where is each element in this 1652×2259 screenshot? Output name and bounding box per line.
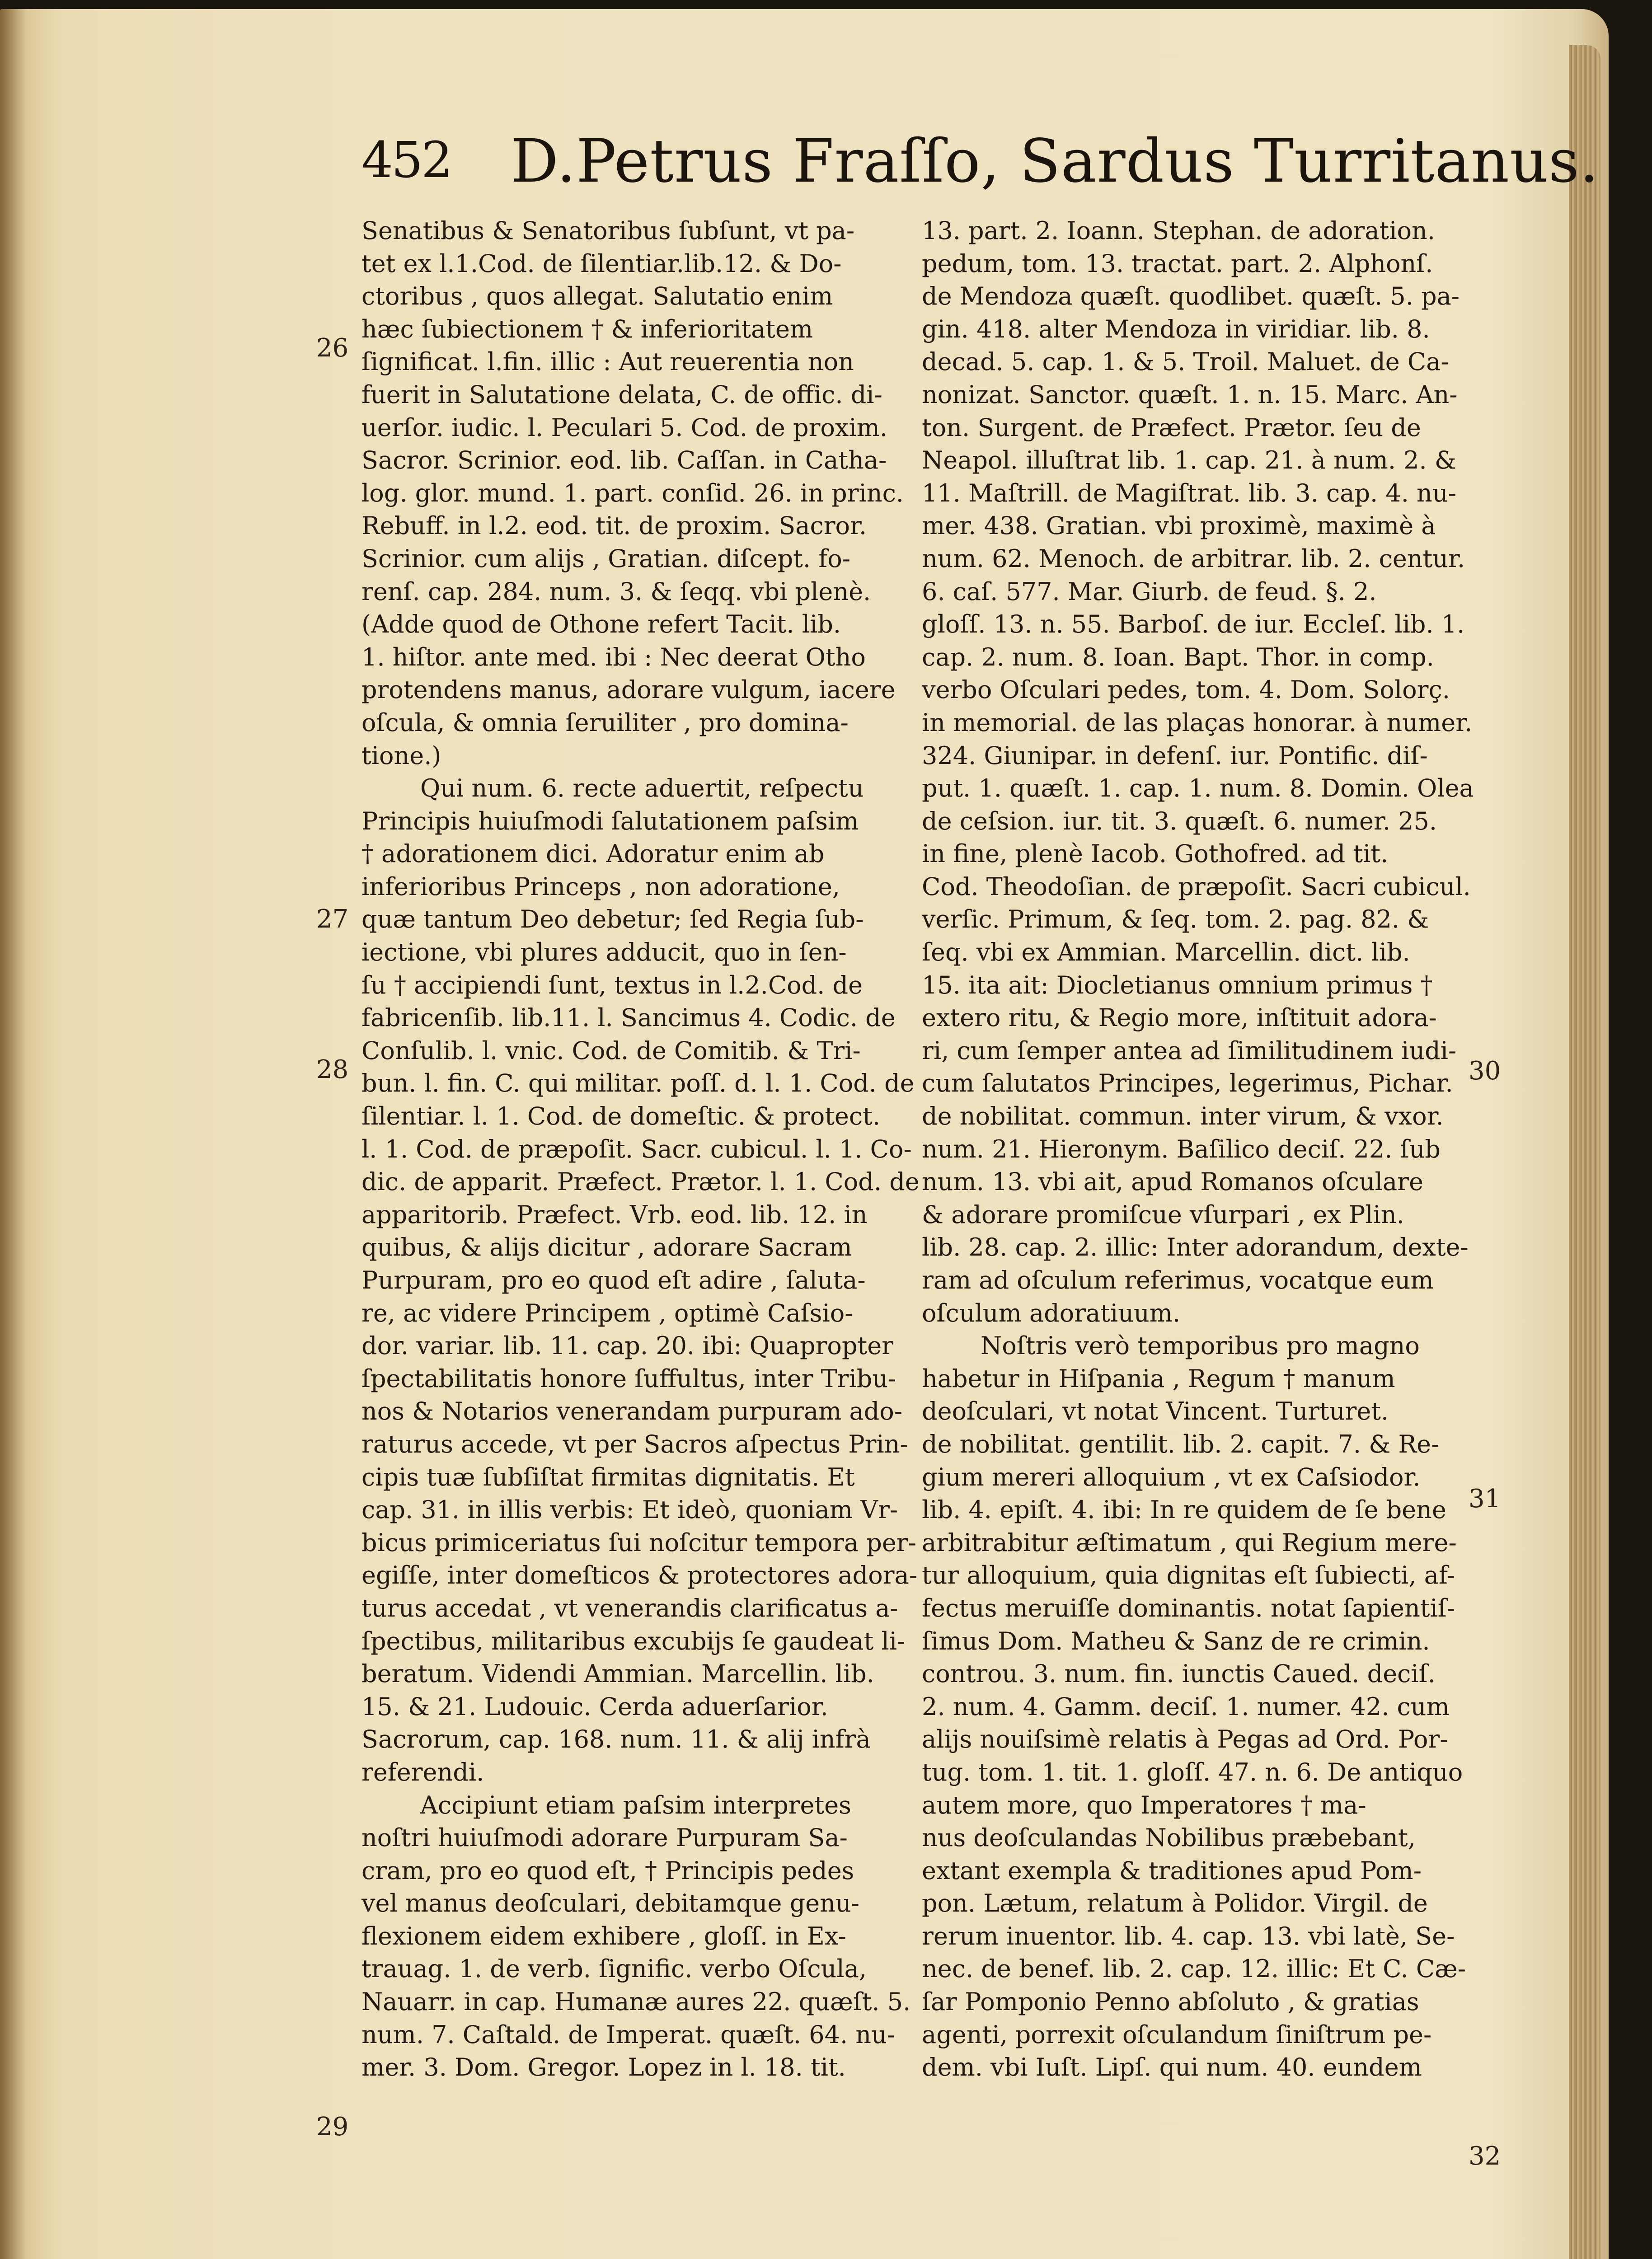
- text-line: uerſor. iudic. l. Peculari 5. Cod. de proxim.: [361, 413, 888, 442]
- text-line: iectione, vbi plures adducit, quo in ſen-: [361, 938, 847, 967]
- text-line: nonizat. Sanctor. quæſt. 1. n. 15. Marc. An-: [922, 380, 1458, 409]
- text-line: Cod. Theodoſian. de præpoſit. Sacri cubicul.: [922, 872, 1471, 901]
- text-line: trauag. 1. de verb. ſignific. verbo Oſcula,: [361, 1954, 867, 1983]
- text-line: ram ad oſculum referimus, vocatque eum: [922, 1266, 1434, 1294]
- text-line: 15. ita ait: Diocletianus omnium primus †: [922, 970, 1433, 999]
- text-line: l. 1. Cod. de præpoſit. Sacr. cubicul. l. 1. Co-: [361, 1134, 912, 1163]
- margin-number: 31: [1469, 1484, 1501, 1514]
- text-line: dor. variar. lib. 11. cap. 20. ibi: Quapropter: [361, 1331, 893, 1360]
- text-line: gin. 418. alter Mendoza in viridiar. lib. 8.: [922, 314, 1430, 343]
- text-line: cram, pro eo quod eſt, † Principis pedes: [361, 1856, 854, 1885]
- text-line: nec. de benef. lib. 2. cap. 12. illic: Et C. Cæ-: [922, 1954, 1466, 1983]
- text-line: arbitrabitur æſtimatum , qui Regium mere-: [922, 1528, 1457, 1557]
- margin-number: 30: [1469, 1056, 1501, 1086]
- margin-number: 27: [316, 905, 349, 934]
- text-line: apparitorib. Præfect. Vrb. eod. lib. 12. in: [361, 1200, 868, 1229]
- text-line: dic. de apparit. Præfect. Prætor. l. 1. Cod. de: [361, 1167, 920, 1196]
- text-line: cap. 31. in illis verbis: Et ideò, quoniam Vr-: [361, 1495, 898, 1524]
- text-line: fuerit in Salutatione delata, C. de offic. di-: [361, 380, 882, 409]
- text-line: Rebuff. in l.2. eod. tit. de proxim. Sacror.: [361, 511, 867, 540]
- text-line: log. glor. mund. 1. part. conſid. 26. in princ.: [361, 478, 904, 507]
- running-head: D.Petrus Fraſſo, Sardus Turritanus.: [511, 127, 1599, 196]
- text-line: nos & Notarios venerandam purpuram ado-: [361, 1397, 903, 1426]
- text-line: noſtri huiuſmodi adorare Purpuram Sa-: [361, 1823, 848, 1852]
- fore-edge: [1569, 45, 1600, 2259]
- text-line: cum ſalutatos Principes, legerimus, Pichar.: [922, 1069, 1453, 1098]
- text-line: protendens manus, adorare vulgum, iacere: [361, 675, 896, 704]
- text-line: oſculum adoratiuum.: [922, 1298, 1181, 1327]
- text-line: Conſulib. l. vnic. Cod. de Comitib. & Tri-: [361, 1036, 861, 1065]
- text-line: lib. 28. cap. 2. illic: Inter adorandum, dexte-: [922, 1233, 1469, 1262]
- text-line: Principis huiuſmodi ſalutationem paſsim: [361, 806, 859, 835]
- text-line: 2. num. 4. Gamm. deciſ. 1. numer. 42. cum: [922, 1692, 1450, 1721]
- text-line: † adorationem dici. Adoratur enim ab: [361, 839, 825, 868]
- text-line: ton. Surgent. de Præfect. Prætor. ſeu de: [922, 413, 1421, 442]
- text-line: (Adde quod de Othone refert Tacit. lib.: [361, 610, 841, 639]
- text-line: extant exempla & traditiones apud Pom-: [922, 1856, 1422, 1885]
- text-line: cipis tuæ ſubſiſtat firmitas dignitatis. Et: [361, 1462, 855, 1491]
- text-line: autem more, quo Imperatores † ma-: [922, 1790, 1366, 1819]
- text-line: habetur in Hiſpania , Regum † manum: [922, 1364, 1395, 1393]
- text-line: put. 1. quæſt. 1. cap. 1. num. 8. Domin. Olea: [922, 774, 1474, 803]
- margin-number: 32: [1469, 2142, 1501, 2171]
- text-line: oſcula, & omnia ſeruiliter , pro domina-: [361, 708, 849, 737]
- text-line: agenti, porrexit oſculandum ſiniſtrum pe-: [922, 2020, 1432, 2049]
- text-line: deoſculari, vt notat Vincent. Turturet.: [922, 1397, 1389, 1426]
- text-line: ſilentiar. l. 1. Cod. de domeſtic. & protect.: [361, 1102, 881, 1131]
- text-line: ſpectibus, militaribus excubijs ſe gaudeat li-: [361, 1626, 906, 1655]
- text-line: ſar Pomponio Penno abſoluto , & gratias: [922, 1987, 1419, 2016]
- page-number: 452: [361, 131, 451, 189]
- text-line: alijs nouiſsimè relatis à Pegas ad Ord. Por-: [922, 1725, 1448, 1754]
- text-line: Noſtris verò temporibus pro magno: [981, 1331, 1420, 1360]
- margin-number: 28: [316, 1055, 349, 1084]
- text-line: Neapol. illuſtrat lib. 1. cap. 21. à num. 2. &: [922, 446, 1456, 475]
- text-line: Qui num. 6. recte aduertit, reſpectu: [420, 774, 864, 803]
- text-line: in memorial. de las plaças honorar. à numer.: [922, 708, 1473, 737]
- right-column: [922, 215, 1474, 2084]
- text-line: flexionem eidem exhibere , gloſſ. in Ex-: [361, 1922, 846, 1950]
- text-line: mer. 438. Gratian. vbi proximè, maximè à: [922, 511, 1436, 540]
- text-line: hæc ſubiectionem † & inferioritatem: [361, 314, 813, 343]
- text-line: Nauarr. in cap. Humanæ aures 22. quæſt. 5.: [361, 1987, 911, 2016]
- text-line: ſimus Dom. Matheu & Sanz de re crimin.: [922, 1626, 1430, 1655]
- page-header: [361, 122, 1599, 199]
- text-line: decad. 5. cap. 1. & 5. Troil. Maluet. de Ca-: [922, 347, 1449, 376]
- text-line: & adorare promiſcue vſurpari , ex Plin.: [922, 1200, 1404, 1229]
- text-line: ſu † accipiendi ſunt, textus in l.2.Cod. de: [361, 970, 863, 999]
- text-line: Senatibus & Senatoribus ſubſunt, vt pa-: [361, 216, 855, 245]
- text-line: extero ritu, & Regio more, inſtituit adora-: [922, 1003, 1437, 1032]
- left-column: [361, 215, 920, 2084]
- text-line: tug. tom. 1. tit. 1. gloſſ. 47. n. 6. De antiquo: [922, 1758, 1463, 1786]
- text-line: num. 62. Menoch. de arbitrar. lib. 2. centur.: [922, 544, 1465, 573]
- text-line: pon. Lætum, relatum à Polidor. Virgil. de: [922, 1889, 1428, 1918]
- text-line: ſignificat. l.fin. illic : Aut reuerentia non: [361, 347, 854, 376]
- text-line: tet ex l.1.Cod. de ſilentiar.lib.12. & Do-: [361, 249, 842, 278]
- text-line: de ceſsion. iur. tit. 3. quæſt. 6. numer. 25.: [922, 806, 1437, 835]
- text-line: Sacror. Scrinior. eod. lib. Caſſan. in Catha-: [361, 446, 887, 475]
- text-line: controu. 3. num. fin. iunctis Caued. deciſ.: [922, 1659, 1436, 1688]
- text-line: de Mendoza quæſt. quodlibet. quæſt. 5. pa-: [922, 282, 1460, 311]
- text-line: 15. & 21. Ludouic. Cerda aduerſarior.: [361, 1692, 828, 1721]
- text-line: ri, cum ſemper antea ad ſimilitudinem iudi-: [922, 1036, 1457, 1065]
- text-line: inferioribus Princeps , non adoratione,: [361, 872, 840, 901]
- text-line: beratum. Videndi Ammian. Marcellin. lib.: [361, 1659, 874, 1688]
- text-line: nus deoſculandas Nobilibus præbebant,: [922, 1823, 1416, 1852]
- text-line: quibus, & alijs dicitur , adorare Sacram: [361, 1233, 852, 1262]
- text-line: egiſſe, inter domeſticos & protectores adora-: [361, 1561, 917, 1590]
- text-line: gloſſ. 13. n. 55. Barboſ. de iur. Eccleſ. lib. 1.: [922, 610, 1465, 639]
- text-line: lib. 4. epiſt. 4. ibi: In re quidem de ſe bene: [922, 1495, 1446, 1524]
- text-line: Scrinior. cum alijs , Gratian. diſcept. fo-: [361, 544, 850, 573]
- text-line: 11. Maſtrill. de Magiſtrat. lib. 3. cap. 4. nu-: [922, 478, 1456, 507]
- text-line: tione.): [361, 741, 441, 770]
- text-line: verſic. Primum, & ſeq. tom. 2. pag. 82. &: [922, 905, 1429, 934]
- margin-number: 26: [316, 333, 349, 363]
- text-line: num. 21. Hieronym. Baſilico deciſ. 22. ſub: [922, 1134, 1441, 1163]
- text-line: fectus meruiſſe dominantis. notat ſapientiſ-: [922, 1593, 1455, 1622]
- text-line: ctoribus , quos allegat. Salutatio enim: [361, 282, 833, 311]
- text-line: verbo Oſculari pedes, tom. 4. Dom. Solorç.: [922, 675, 1450, 704]
- text-line: bicus primiceriatus ſui noſcitur tempora per-: [361, 1528, 916, 1557]
- text-line: ſeq. vbi ex Ammian. Marcellin. dict. lib.: [922, 938, 1410, 967]
- text-line: turus accedat , vt venerandis clarificatus a-: [361, 1593, 898, 1622]
- text-line: Accipiunt etiam paſsim interpretes: [420, 1790, 851, 1819]
- text-line: ſpectabilitatis honore ſuffultus, inter Tribu-: [361, 1364, 896, 1393]
- text-line: re, ac videre Principem , optimè Caſsio-: [361, 1298, 853, 1327]
- text-line: 13. part. 2. Ioann. Stephan. de adoration.: [922, 216, 1435, 245]
- text-line: de nobilitat. commun. inter virum, & vxor.: [922, 1102, 1444, 1131]
- text-line: tur alloquium, quia dignitas eſt ſubiecti, af-: [922, 1561, 1455, 1590]
- margin-number: 29: [316, 2112, 349, 2142]
- text-line: rerum inuentor. lib. 4. cap. 13. vbi latè, Se-: [922, 1922, 1455, 1950]
- text-line: Purpuram, pro eo quod eſt adire , ſaluta-: [361, 1266, 866, 1294]
- text-line: bun. l. fin. C. qui militar. poſſ. d. l. 1. Cod. de: [361, 1069, 915, 1098]
- text-line: vel manus deoſculari, debitamque genu-: [361, 1889, 859, 1918]
- text-line: referendi.: [361, 1758, 484, 1786]
- binding-shadow: [0, 9, 27, 2259]
- text-line: in fine, plenè Iacob. Gothofred. ad tit.: [922, 839, 1389, 868]
- text-line: renſ. cap. 284. num. 3. & ſeqq. vbi plenè.: [361, 577, 871, 606]
- text-line: fabricenſib. lib.11. l. Sancimus 4. Codic. de: [361, 1003, 896, 1032]
- text-line: mer. 3. Dom. Gregor. Lopez in l. 18. tit.: [361, 2053, 846, 2082]
- text-line: 324. Giunipar. in defenſ. iur. Pontific. diſ-: [922, 741, 1428, 770]
- text-line: 6. caſ. 577. Mar. Giurb. de feud. §. 2.: [922, 577, 1377, 606]
- text-line: num. 13. vbi ait, apud Romanos oſculare: [922, 1167, 1423, 1196]
- text-line: cap. 2. num. 8. Ioan. Bapt. Thor. in comp.: [922, 642, 1434, 671]
- text-line: raturus accede, vt per Sacros aſpectus Prin-: [361, 1429, 908, 1458]
- text-line: 1. hiſtor. ante med. ibi : Nec deerat Otho: [361, 642, 866, 671]
- text-line: Sacrorum, cap. 168. num. 11. & alij infrà: [361, 1725, 871, 1754]
- book-leaf: [0, 9, 1609, 2259]
- text-line: dem. vbi Iuſt. Lipſ. qui num. 40. eundem: [922, 2053, 1422, 2082]
- text-line: gium mereri alloquium , vt ex Caſsiodor.: [922, 1462, 1421, 1491]
- text-line: quæ tantum Deo debetur; ſed Regia ſub-: [361, 905, 864, 934]
- text-line: pedum, tom. 13. tractat. part. 2. Alphonſ.: [922, 249, 1433, 278]
- text-line: de nobilitat. gentilit. lib. 2. capit. 7. & Re-: [922, 1429, 1440, 1458]
- text-line: num. 7. Caſtald. de Imperat. quæſt. 64. nu-: [361, 2020, 896, 2049]
